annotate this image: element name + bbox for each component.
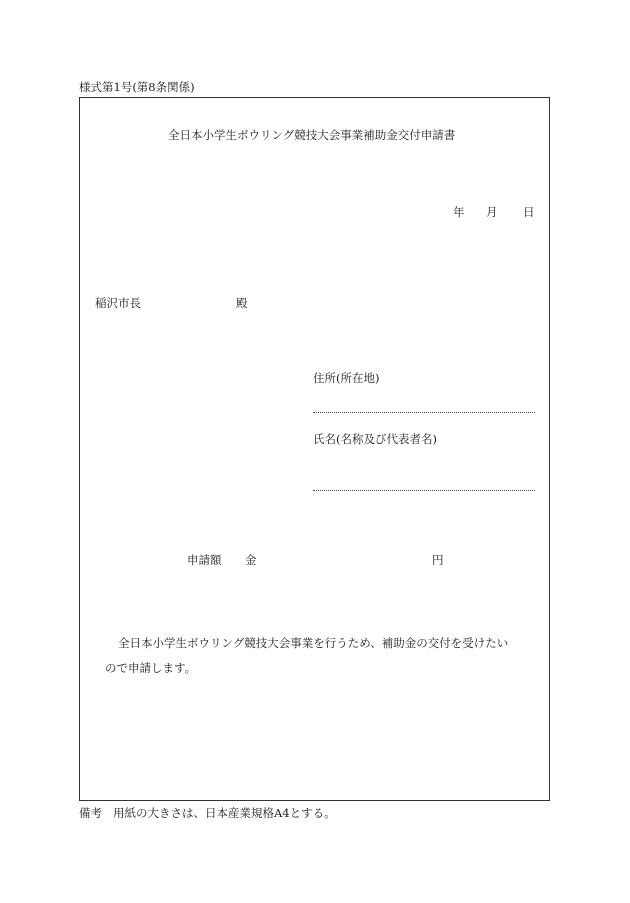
amount-prefix: 金: [245, 553, 257, 567]
application-statement-line-2: ので申請します。: [105, 661, 197, 675]
address-entry-line: [313, 412, 535, 413]
note-text: 用紙の大きさは、日本産業規格A4とする。: [113, 806, 336, 820]
date-day: 日: [523, 205, 535, 219]
address-label: 住所(所在地): [313, 371, 380, 385]
amount-label: 申請額: [187, 553, 222, 567]
date-month: 月: [486, 205, 498, 219]
form-number: 様式第1号(第8条関係): [79, 80, 195, 94]
application-statement-line-1: 全日本小学生ボウリング競技大会事業を行うため、補助金の交付を受けたい: [118, 636, 509, 650]
addressee-name: 稲沢市長: [95, 296, 141, 310]
name-label: 氏名(名称及び代表者名): [313, 432, 437, 446]
form-title: 全日本小学生ボウリング競技大会事業補助金交付申請書: [168, 128, 456, 142]
name-entry-line: [313, 490, 535, 491]
note-label: 備考: [79, 806, 102, 820]
addressee-honorific: 殿: [236, 296, 248, 310]
application-form: [79, 97, 550, 801]
date-year: 年: [453, 205, 465, 219]
amount-unit: 円: [432, 553, 444, 567]
